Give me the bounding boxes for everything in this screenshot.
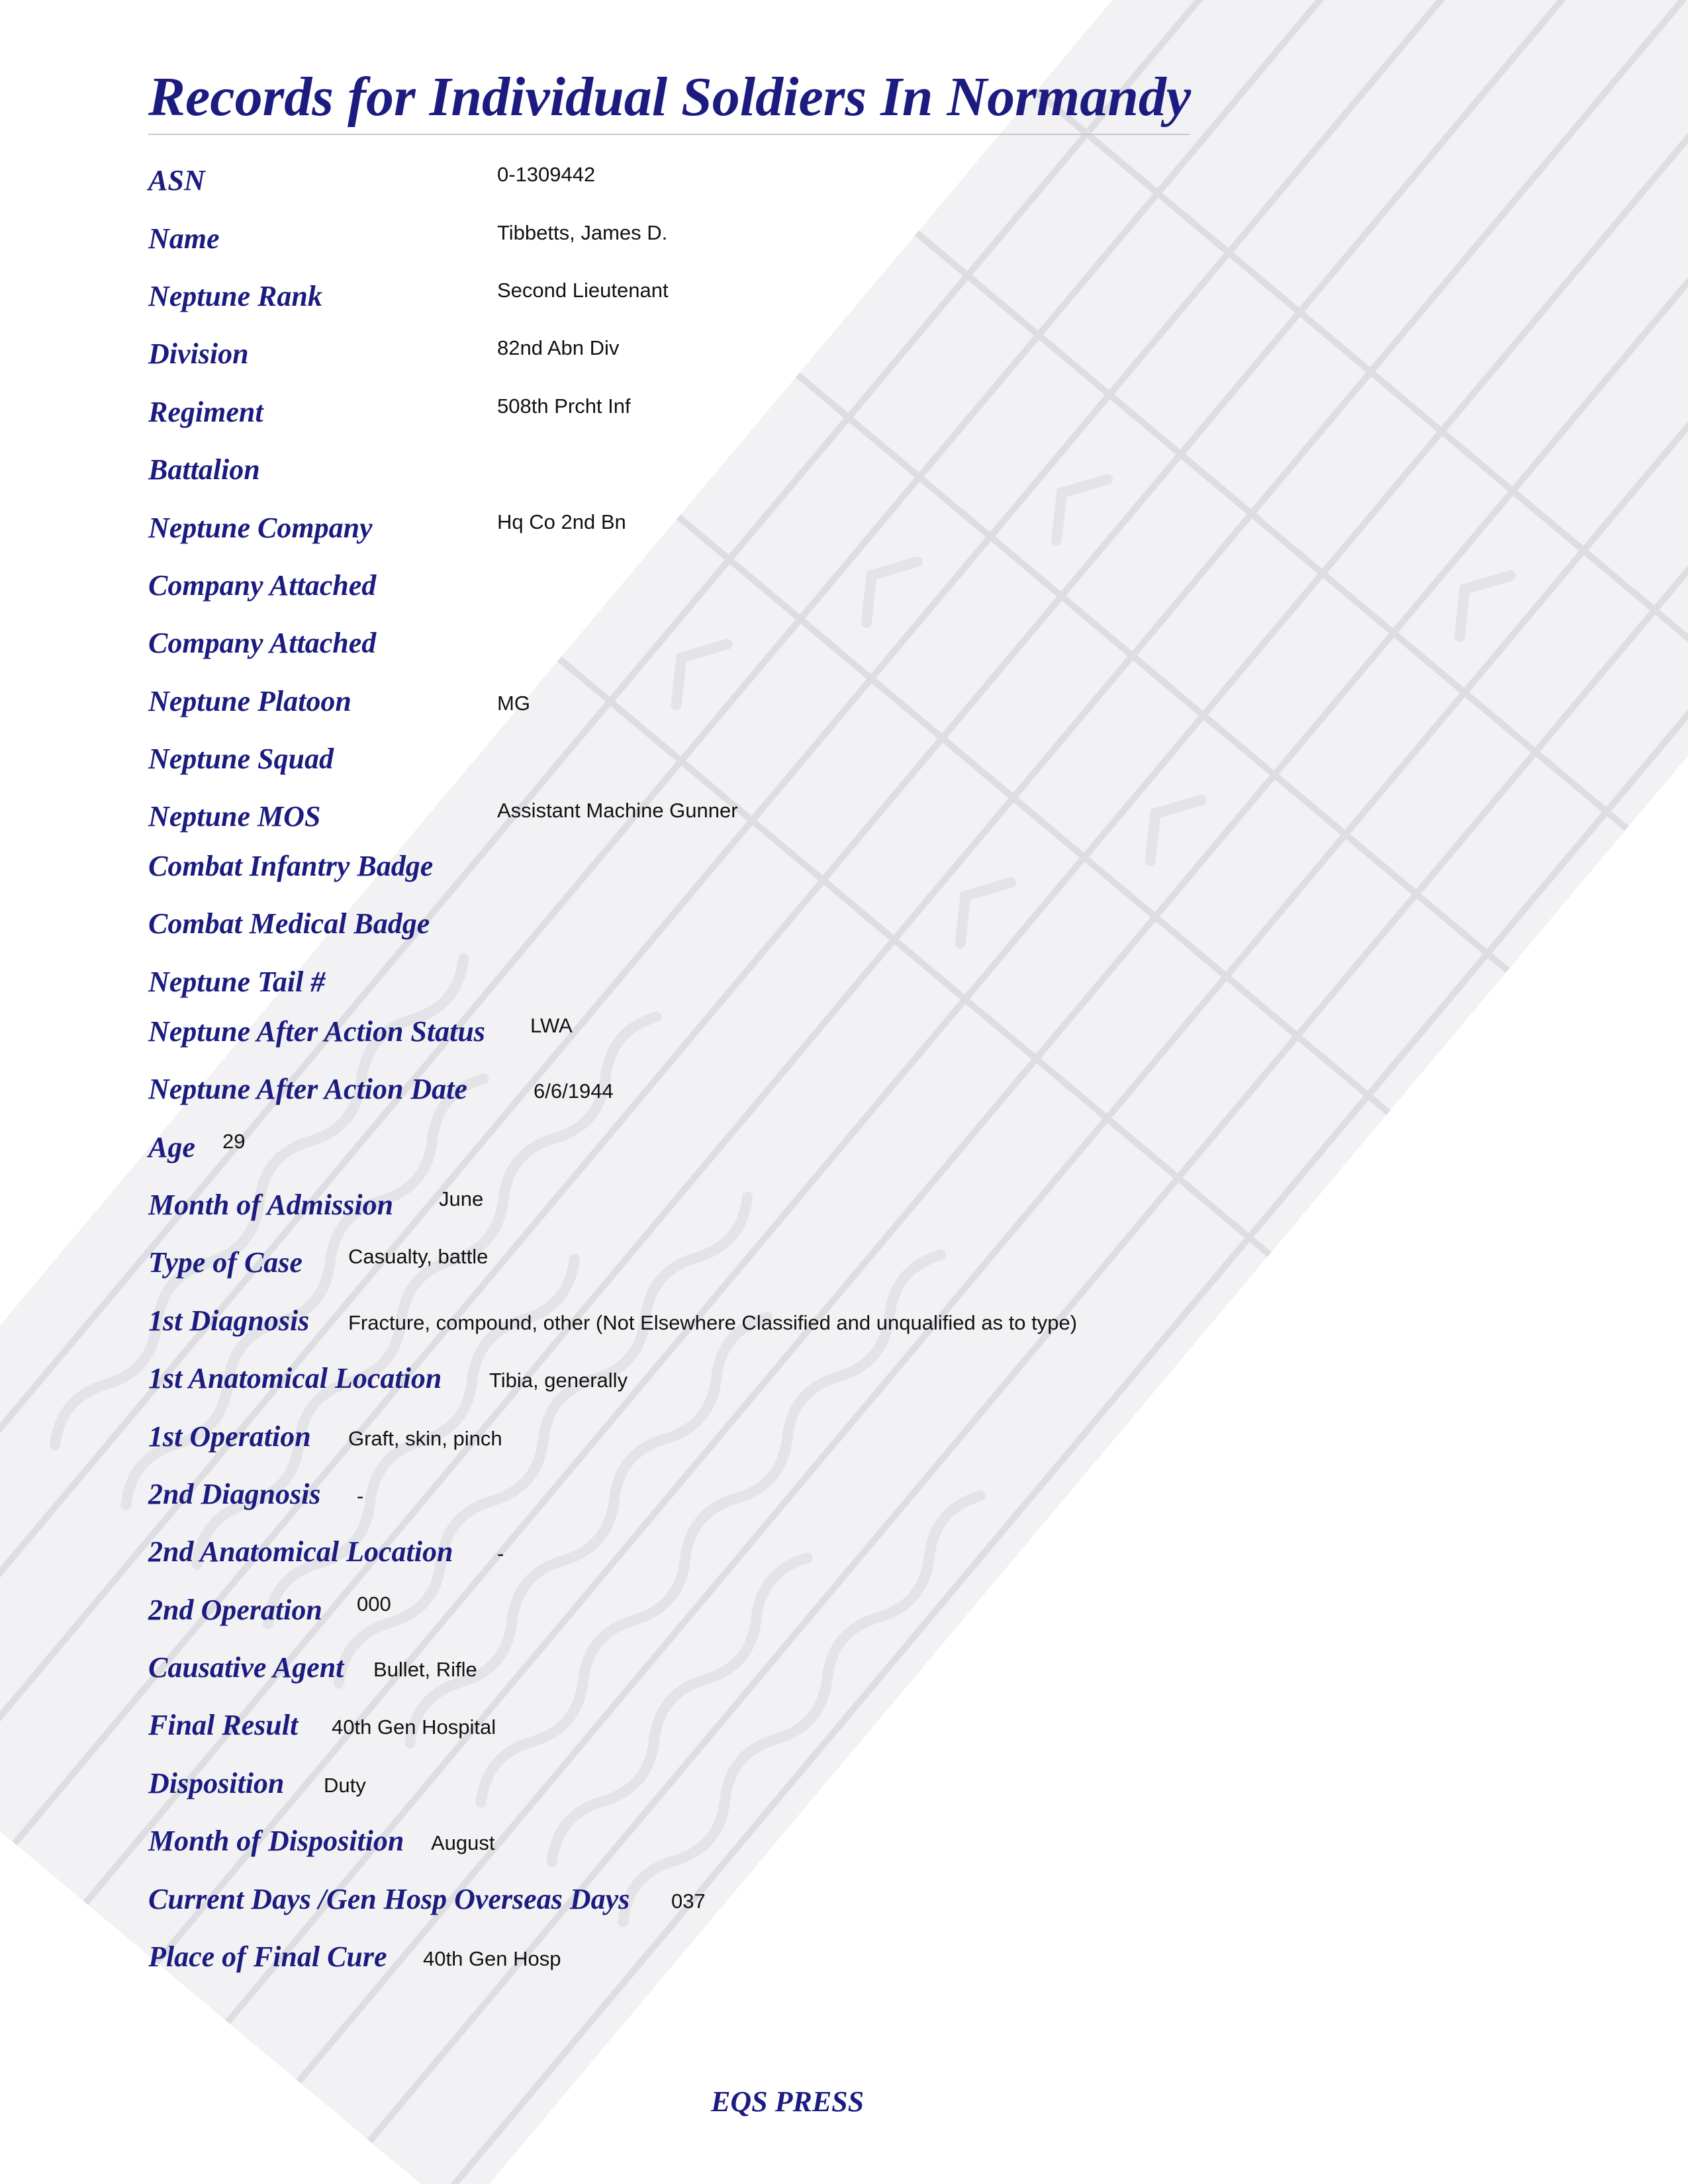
field-label: Causative Agent	[148, 1651, 344, 1684]
field-value: MG	[497, 692, 530, 715]
field-label: 2nd Diagnosis	[148, 1478, 321, 1510]
field-label: Month of Disposition	[148, 1825, 404, 1857]
field-label: Neptune Platoon	[148, 685, 352, 717]
field-value: -	[497, 1542, 504, 1565]
field-label: Neptune Tail #	[148, 966, 326, 998]
field-label: 1st Diagnosis	[148, 1304, 310, 1337]
field-value: 000	[357, 1592, 391, 1615]
field-label: Regiment	[148, 396, 263, 428]
field-value: Hq Co 2nd Bn	[497, 510, 626, 533]
field-label: Neptune After Action Date	[148, 1073, 467, 1105]
field-label: Combat Medical Badge	[148, 907, 430, 940]
field-value: Fracture, compound, other (Not Elsewhere Classified and unqualified as to type)	[348, 1311, 1078, 1334]
field-value: Tibia, generally	[489, 1369, 628, 1392]
field-value: 6/6/1944	[534, 1079, 614, 1103]
field-label: 2nd Anatomical Location	[148, 1535, 453, 1568]
field-label: Place of Final Cure	[148, 1940, 387, 1973]
field-label: 1st Operation	[148, 1420, 311, 1453]
field-label: Neptune Rank	[148, 280, 322, 312]
field-label: Current Days /Gen Hosp Overseas Days	[148, 1883, 630, 1915]
field-value: Duty	[324, 1774, 366, 1797]
field-value: Second Lieutenant	[497, 279, 669, 302]
field-label: 2nd Operation	[148, 1594, 322, 1626]
field-value: 40th Gen Hospital	[332, 1715, 496, 1739]
field-value: 508th Prcht Inf	[497, 394, 631, 418]
field-value: 0-1309442	[497, 163, 596, 186]
field-label: 1st Anatomical Location	[148, 1362, 442, 1394]
field-label: Type of Case	[148, 1246, 303, 1279]
field-label: Neptune Company	[148, 512, 373, 544]
field-label: Neptune MOS	[148, 800, 321, 833]
field-label: Month of Admission	[148, 1189, 394, 1221]
field-value: Bullet, Rifle	[373, 1658, 477, 1681]
field-value: Assistant Machine Gunner	[497, 799, 738, 822]
field-value: -	[357, 1484, 364, 1508]
field-value: 037	[671, 1889, 706, 1913]
field-value: 82nd Abn Div	[497, 336, 620, 359]
field-label: Name	[148, 222, 220, 255]
field-label: Combat Infantry Badge	[148, 850, 434, 882]
field-label: Final Result	[148, 1709, 299, 1741]
field-value: Casualty, battle	[348, 1245, 489, 1268]
field-label: Neptune After Action Status	[148, 1015, 485, 1048]
field-label: Age	[148, 1131, 195, 1163]
field-value: August	[431, 1831, 495, 1854]
field-value: Graft, skin, pinch	[348, 1427, 502, 1450]
field-label: Disposition	[148, 1767, 285, 1799]
page-title: Records for Individual Soldiers In Normandy	[148, 66, 1192, 128]
field-value: 40th Gen Hosp	[423, 1947, 561, 1970]
field-label: Battalion	[148, 453, 260, 486]
field-label: Neptune Squad	[148, 743, 334, 775]
title-divider	[148, 134, 1190, 135]
field-value: June	[439, 1187, 484, 1210]
field-value: 29	[222, 1130, 246, 1153]
field-value: Tibbetts, James D.	[497, 221, 668, 244]
field-label: Division	[148, 338, 249, 370]
publisher-footer: EQS PRESS	[711, 2085, 865, 2118]
field-label: Company Attached	[148, 627, 377, 659]
field-value: LWA	[530, 1014, 573, 1037]
field-label: ASN	[148, 164, 205, 197]
field-label: Company Attached	[148, 569, 377, 602]
